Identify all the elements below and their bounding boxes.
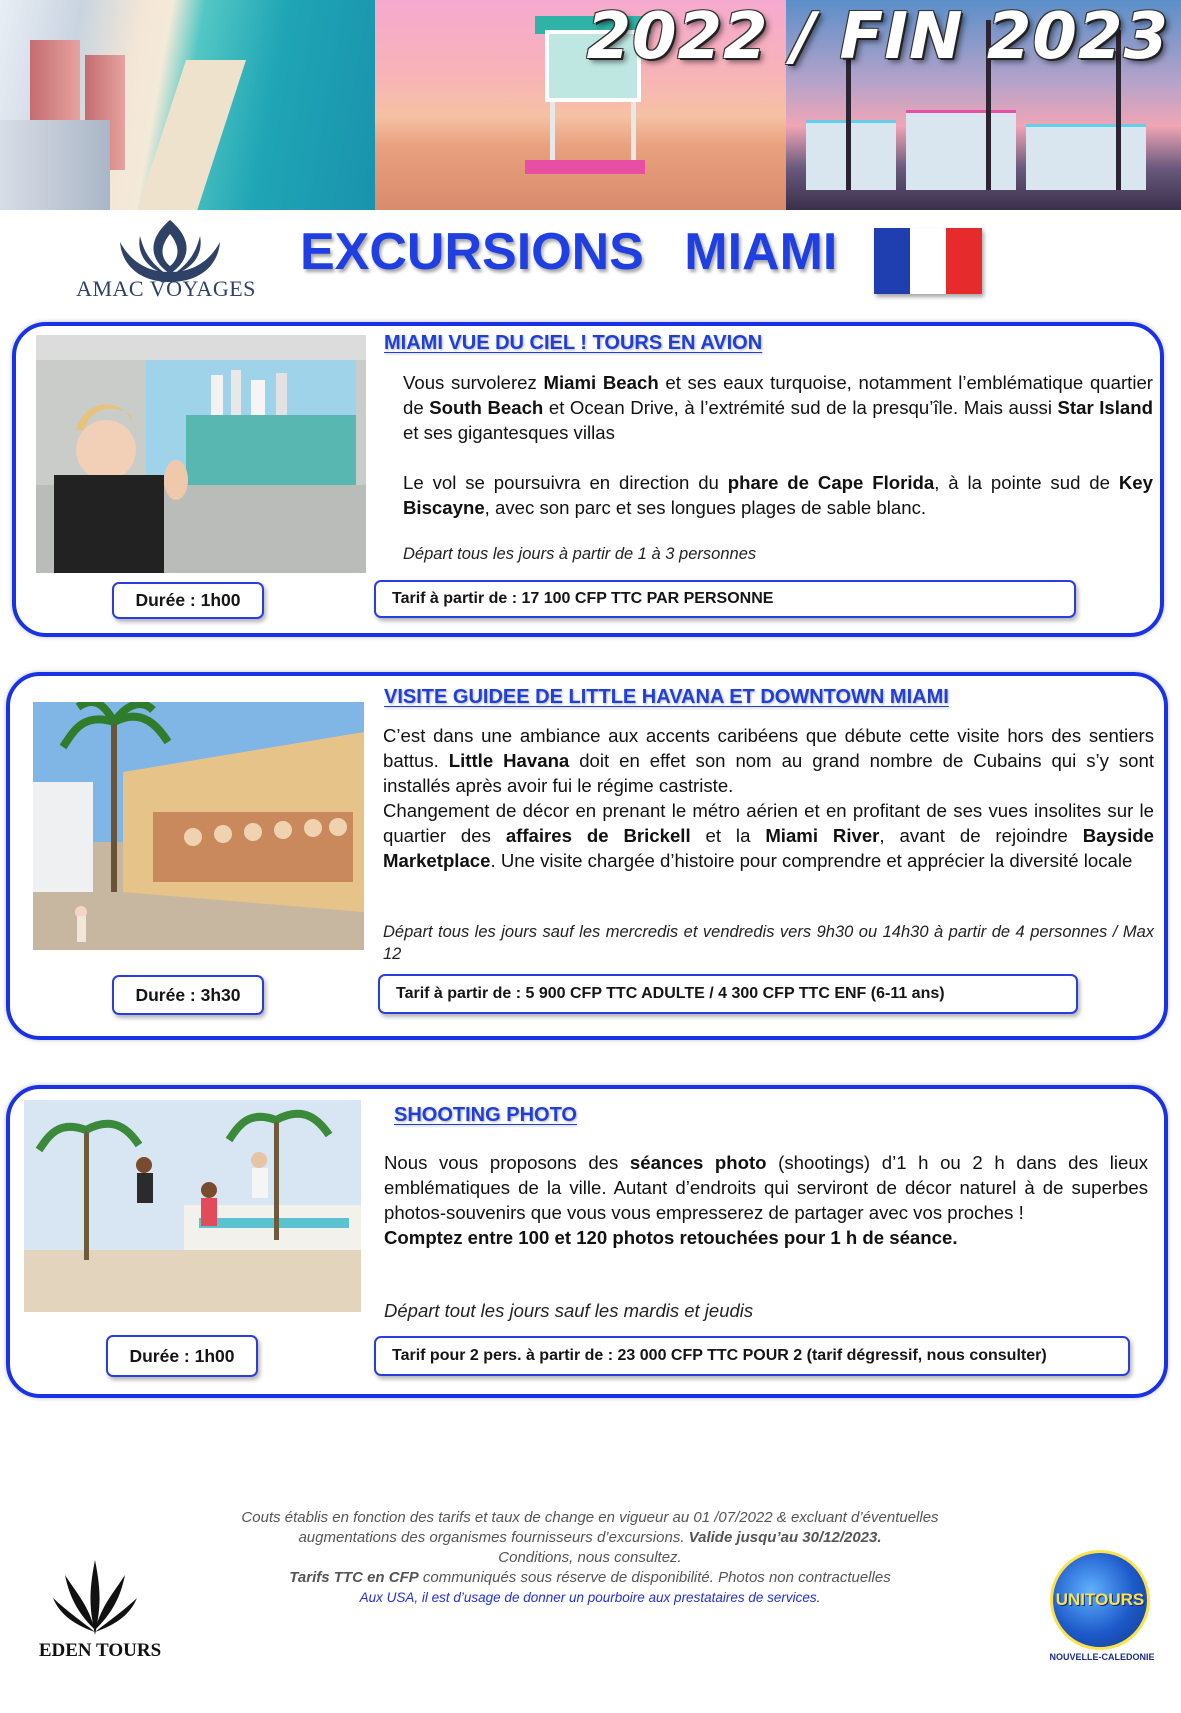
text-run: , avec son parc et ses longues plages de sable blanc.	[484, 497, 927, 518]
excursion-2-title: VISITE GUIDEE DE LITTLE HAVANA ET DOWNTOWN MIAMI	[384, 686, 949, 708]
text-run: Vous survolerez	[403, 372, 544, 393]
excursion-1-duration: Durée : 1h00	[112, 582, 264, 619]
text-run: Nous vous proposons des	[384, 1152, 630, 1173]
excursion-3-duration: Durée : 1h00	[106, 1335, 258, 1377]
nouvelle-caledonie-label: NOUVELLE-CALEDONIE	[1049, 1652, 1155, 1662]
text-run: Miami River	[765, 825, 880, 846]
eden-tours-brand: EDEN TOURS	[38, 1640, 162, 1661]
text-run: Little Havana	[448, 750, 570, 771]
footer-disclaimer	[190, 1508, 990, 1608]
text-run: (shootings) d’1 h ou 2 h dans des lieux emblématiques de la ville. Autant d’endroits qui serviront de décor naturel à de superbes photos-souvenirs que vous vous empresserez de partager avec vos proches !	[384, 1152, 1149, 1223]
header-banner	[0, 0, 1181, 210]
footer-line-2: augmentations des organismes fournisseurs d’excursions. Valide jusqu’au 30/12/2023.	[298, 1529, 882, 1546]
excursion-1-title: MIAMI VUE DU CIEL ! TOURS EN AVION	[384, 332, 763, 354]
plane-tour-photo	[36, 335, 366, 573]
year-banner: 2022 / FIN 2023	[586, 0, 1169, 74]
eden-tours-logo	[50, 1540, 140, 1640]
text-run: séances photo	[629, 1152, 767, 1173]
text-run: Key Biscayne	[403, 472, 1153, 518]
footer-line-3: Conditions, nous consultez.	[498, 1549, 682, 1566]
text-run: . Une visite chargée d’histoire pour comprendre et apprécier la diversité locale	[490, 850, 1133, 871]
photo-shooting-photo	[24, 1100, 361, 1312]
excursion-1-price: Tarif à partir de : 17 100 CFP TTC PAR PERSONNE	[374, 580, 1076, 618]
text-run: et ses eaux turquoise, notamment l’emblématique quartier de	[403, 372, 1153, 418]
text-run: Miami Beach	[543, 372, 659, 393]
text-run: , avant de rejoindre	[879, 825, 1083, 846]
text-run: South Beach	[429, 397, 544, 418]
text-run: Le vol se poursuivra en direction du	[403, 472, 728, 493]
excursion-1-departure: Départ tous les jours à partir de 1 à 3 personnes	[403, 545, 757, 563]
little-havana-photo	[33, 702, 364, 950]
excursion-2-departure: Départ tous les jours sauf les mercredis et vendredis vers 9h30 ou 14h30 à partir de 4 personnes / Max 12	[383, 923, 1154, 963]
text-run: Star Island	[1057, 397, 1153, 418]
excursion-2-price: Tarif à partir de : 5 900 CFP TTC ADULTE / 4 300 CFP TTC ENF (6-11 ans)	[378, 974, 1078, 1014]
text-run: Comptez entre 100 et 120 photos retouchées pour 1 h de séance.	[384, 1227, 958, 1248]
excursion-1-description	[403, 370, 1153, 520]
page-title: EXCURSIONS MIAMI	[300, 223, 838, 281]
amac-voyages-brand: AMAC VOYAGES	[76, 276, 256, 301]
excursion-3-price: Tarif pour 2 pers. à partir de : 23 000 CFP TTC POUR 2 (tarif dégressif, nous consulter)	[374, 1336, 1130, 1376]
text-run: et la	[690, 825, 766, 846]
text-run: Changement de décor en prenant le métro aérien et en profitant de ses vues insolites sur le quartier des	[383, 800, 1154, 846]
text-run: , à la pointe sud de	[934, 472, 1119, 493]
text-run: doit en effet son nom au grand nombre de Cubains qui s’y sont installés après avoir fui le régime castriste.	[383, 750, 1155, 796]
excursion-2-duration: Durée : 3h30	[112, 975, 264, 1015]
excursion-2-description	[383, 723, 1154, 873]
text-run: et ses gigantesques villas	[403, 422, 615, 443]
excursion-3-departure: Départ tout les jours sauf les mardis et jeudis	[384, 1300, 754, 1321]
beach-towers-photo	[0, 0, 375, 210]
text-run: Bayside Marketplace	[383, 825, 1155, 871]
unitours-globe-logo	[1050, 1550, 1150, 1650]
text-run: et Ocean Drive, à l’extrémité sud de la presqu’île. Mais aussi	[543, 397, 1058, 418]
unitours-brand: UNITOURS	[1055, 1590, 1145, 1609]
footer-line-4: Tarifs TTC en CFP communiqués sous réserve de disponibilité. Photos non contractuelles	[289, 1569, 891, 1586]
text-run: phare de Cape Florida	[727, 472, 935, 493]
text-run: affaires de Brickell	[505, 825, 691, 846]
excursion-3-description	[384, 1150, 1148, 1250]
footer-line-1: Couts établis en fonction des tarifs et taux de change en vigueur au 01 /07/2022 & excluant d’éventuelles	[241, 1509, 939, 1526]
french-flag-icon	[874, 228, 982, 294]
text-run: C’est dans une ambiance aux accents caribéens que débute cette visite hors des sentiers battus.	[383, 725, 1154, 771]
excursion-3-title: SHOOTING PHOTO	[394, 1104, 577, 1126]
footer-tip-note: Aux USA, il est d’usage de donner un pourboire aux prestataires de services.	[359, 1590, 821, 1605]
